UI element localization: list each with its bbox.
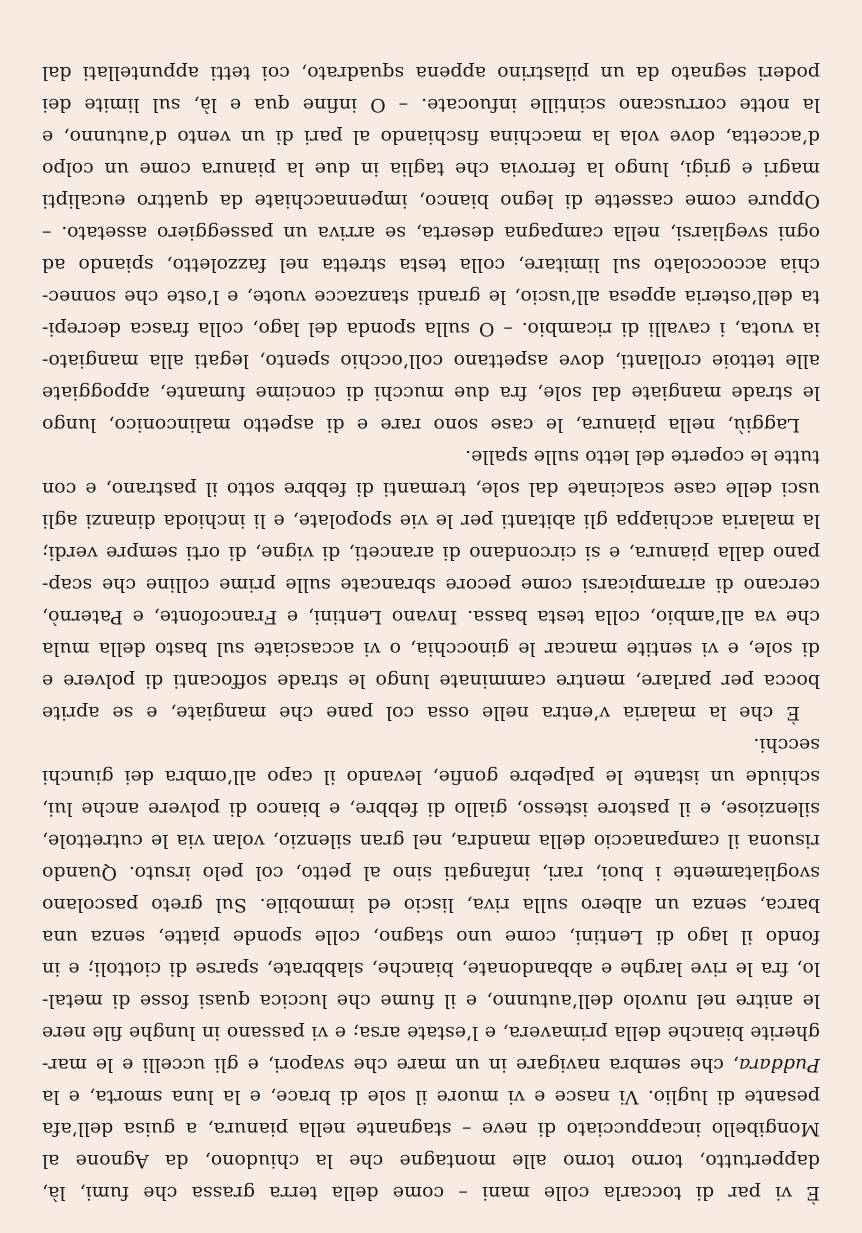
- text-line: pesante di luglio. Vi nasce e vi muore il sole di brace, e la luna smorta, e la: [42, 1086, 820, 1108]
- text-line: silenziose, e il pastore istesso, giallo di febbre, e bianco di polvere anche lui,: [42, 798, 820, 820]
- text-line: usci delle case scalcinate dal sole, tremanti di febbre sotto il pastrano, e con: [42, 478, 820, 500]
- text-line: Puddara, che sembra navigare in un mare che svapori, e gli uccelli e le mar-: [42, 1054, 820, 1076]
- text-line: schiude un istante le palpebre gonfie, levando il capo all’ombra dei giunchi: [42, 766, 820, 788]
- text-line: risuona il campanaccio della mandra, nel gran silenzio, volan via le cutrettole,: [42, 830, 820, 852]
- text-line: chia accoccolato sul limitare, colla testa stretta nel fazzoletto, spiando ad: [42, 254, 820, 276]
- text-line: ia vuota, i cavalli di ricambio. – O sulla sponda del lago, colla frasca decrepi-: [42, 318, 820, 340]
- text-line: dappertutto, torno torno alle montagne che la chiudono, da Agnone al: [42, 1150, 820, 1172]
- text-line: fondo il lago di Lentini, come uno stagno, colle sponde piatte, senza una: [42, 926, 820, 948]
- text-line: Mongibello incappucciato di neve – stagnante nella pianura, a guisa dell’afa: [42, 1118, 820, 1140]
- text-line: di sole, e vi sentite mancar le ginocchia, o vi accasciate sul basto della mula: [42, 638, 820, 660]
- text-line: lo, fra le rive larghe e abbandonate, bianche, slabbrate, sparse di ciottoli; e in: [42, 958, 820, 980]
- text-line: tutte le coperte del letto sulle spalle.: [465, 446, 820, 468]
- text-line: barca, senza un albero sulla riva, liscio ed immobile. Sul greto pascolano: [42, 894, 820, 916]
- text-line: la notte corruscano scintille infuocate. – O infine qua e là, sul limite dei: [42, 94, 820, 116]
- text-line: pano dalla pianura, e si circondano di aranceti, di vigne, di orti sempre verdi;: [42, 542, 820, 564]
- text-line: bocca per parlare, mentre camminate lungo le strade soffocanti di polvere e: [42, 670, 820, 692]
- text-line: che va all’ambio, colla testa bassa. Invano Lentini, e Francofonte, e Paternò,: [42, 606, 820, 628]
- text-line: poderi segnato da un pilastrino appena squadrato, coi tetti appuntellati dal: [42, 62, 820, 84]
- text-line: ta dell’osteria appesa all’uscio, le grandi stanzacce vuote, e l’oste che sonnec-: [42, 286, 820, 308]
- text-line: la malaria acchiappa gli abitanti per le vie spopolate, e li inchioda dinanzi agli: [42, 510, 820, 532]
- text-line: d’accetta, dove vola la macchina fischiando al pari di un vento d’autunno, e: [42, 126, 820, 148]
- text-line: svogliatamente i buoi, rari, infangati sino al petto, col pelo irsuto. Quando: [42, 862, 820, 884]
- text-line: È che la malaria v’entra nelle ossa col pane che mangiate, e se aprite: [42, 702, 800, 724]
- text-line: alle tettoie crollanti, dove aspettano coll’occhio spento, legati alla mangiato-: [42, 350, 820, 372]
- text-line: gherite bianche della primavera, e l’estate arsa; e vi passano in lunghe file nere: [42, 1022, 820, 1044]
- text-line: cercano di arrampicarsi come pecore sbrancate sulle prime colline che scap-: [42, 574, 820, 596]
- text-line: ogni svegliarsi, nella campagna deserta, se arriva un passeggiero assetato. –: [42, 222, 820, 244]
- text-line: le anitre nel nuvolo dell’autunno, e il fiume che luccica quasi fosse di metal-: [42, 990, 820, 1012]
- page-text: [42, 57, 820, 1209]
- text-line: Oppure come cassette di legno bianco, impennacchiate da quattro eucalipti: [42, 190, 820, 212]
- text-line: È vi par di toccarla colle mani – come della terra grassa che fumi, là,: [42, 1182, 820, 1204]
- text-line: le strade mangiate dal sole, fra due mucchi di concime fumante, appoggiate: [42, 382, 820, 404]
- text-line: magri e grigi, lungo la ferrovia che taglia in due la pianura come un colpo: [42, 158, 820, 180]
- text-line: Laggiù, nella pianura, le case sono rare e di aspetto malinconico, lungo: [42, 414, 800, 436]
- text-line: secchi.: [753, 734, 820, 756]
